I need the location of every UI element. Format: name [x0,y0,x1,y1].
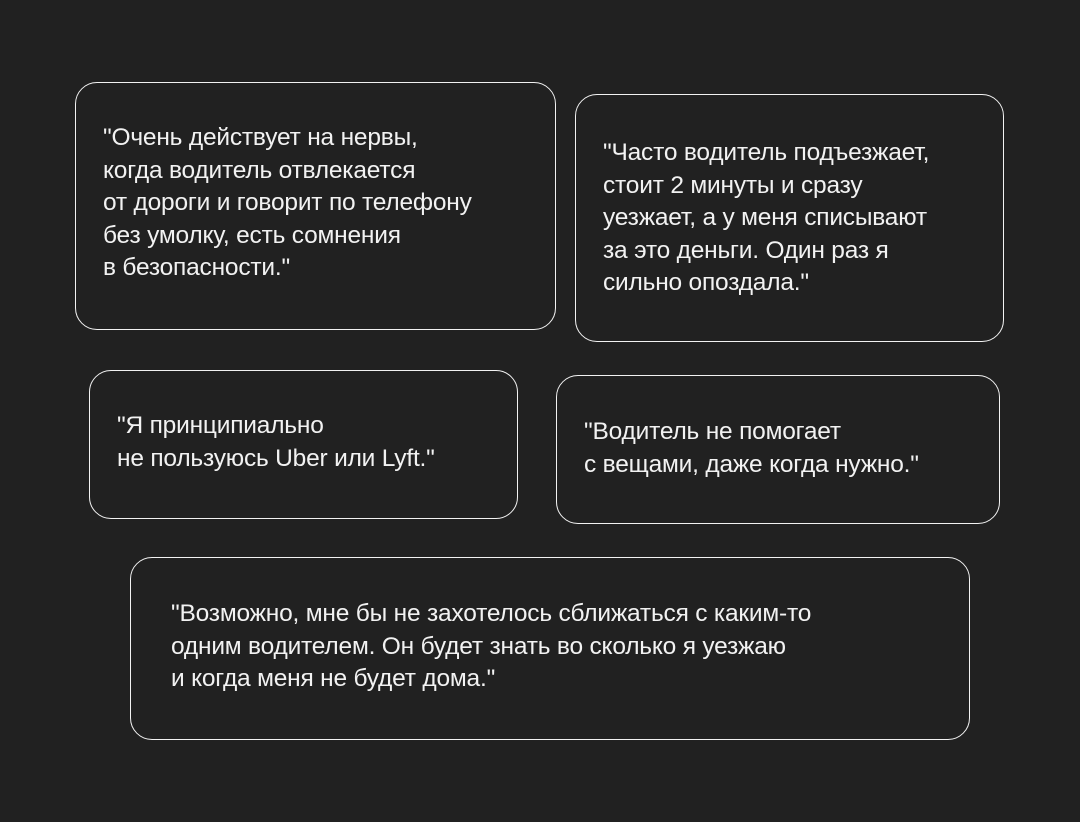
quote-card [575,94,1004,342]
quote-card [75,82,556,330]
quote-text: "Водитель не помогает с вещами, даже когда нужно." [584,418,919,478]
quote-text: "Возможно, мне бы не захотелось сближаться с каким-то одним водителем. Он будет знать во сколько я уезжаю и когда меня не будет дома." [171,600,812,693]
quote-card [89,370,518,519]
quote-text: "Я принципиально не пользуюсь Uber или Lyft." [117,412,435,472]
quote-card [556,375,1000,524]
quote-text: "Очень действует на нервы, когда водитель отвлекается от дороги и говорит по телефону без умолку, есть сомнения в безопасности." [103,124,472,282]
quote-text: "Часто водитель подъезжает, стоит 2 минуты и сразу уезжает, а у меня списывают за это деньги. Один раз я сильно опоздала." [603,139,930,297]
quote-card [130,557,970,740]
